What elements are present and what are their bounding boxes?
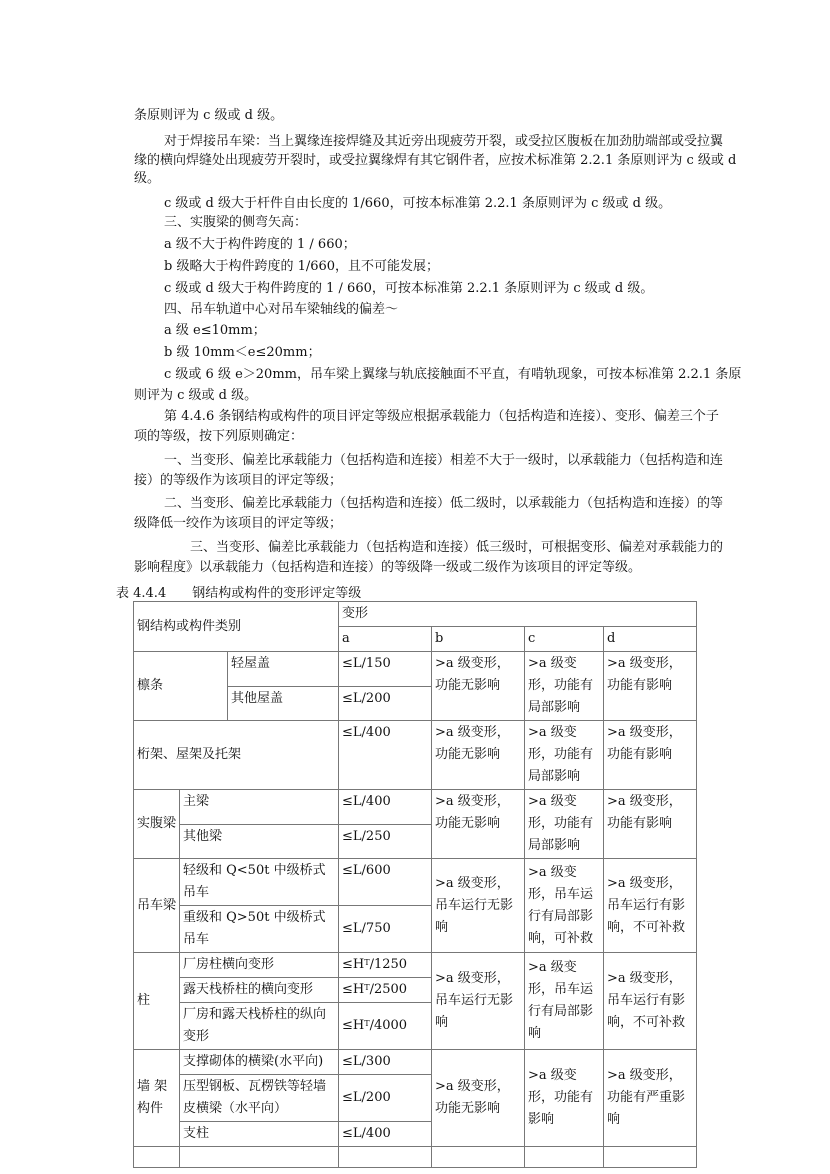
header-deformation: 变形 [339, 602, 697, 627]
cell-grade-c: >a 级变形，功能有影响 [525, 1050, 604, 1147]
row-subcategory: 主梁 [180, 790, 339, 825]
row-subcategory: 压型钢板、瓦楞铁等轻墙皮横梁（水平向） [180, 1075, 339, 1122]
paragraph-line: b 级 10mm＜e≤20mm； [164, 345, 321, 360]
row-subcategory: 厂房和露天栈桥柱的纵向变形 [180, 1003, 339, 1050]
table-row [134, 1050, 697, 1075]
paragraph-line: 第 4.4.6 条钢结构或构件的项目评定等级应根据承载能力（包括构造和连接）、变形、偏差三个子 [164, 409, 719, 424]
empty-cell [432, 1147, 525, 1168]
deformation-grade-table [133, 601, 697, 1168]
row-subcategory: 其他屋盖 [228, 686, 339, 721]
cell-grade-a: ≤L/600 [339, 859, 432, 906]
header-grade-c: c [525, 627, 604, 652]
paragraph-line: 项的等级，按下列原则确定： [134, 429, 304, 444]
row-category: 实腹梁 [134, 790, 180, 859]
cell-value-superscript: T [364, 1019, 370, 1028]
empty-cell [525, 1147, 604, 1168]
cell-grade-d: >a 级变形，吊车运行有影响，不可补救 [604, 953, 697, 1050]
header-grade-a: a [339, 627, 432, 652]
row-category: 吊车梁 [134, 859, 180, 953]
cell-grade-a: ≤L/300 [339, 1050, 432, 1075]
cell-grade-b: >a 级变形，功能无影响 [432, 790, 525, 859]
cell-value-suffix: /2500 [369, 982, 408, 997]
empty-cell [339, 1147, 432, 1168]
cell-grade-b: >a 级变形，吊车运行无影响 [432, 953, 525, 1050]
paragraph-line: 三、当变形、偏差比承载能力（包括构造和连接）低三级时，可根据变形、偏差对承载能力的 [190, 540, 724, 555]
table-row [134, 790, 697, 825]
paragraph-line: 缘的横向焊缝处出现疲劳开裂时，或受拉翼缘焊有其它钢件者，应按术标准第 2.2.1 条原则评为 c 级或 d [134, 153, 737, 168]
cell-grade-a: ≤L/150 [339, 652, 432, 687]
cell-grade-d: >a 级变形，功能有影响 [604, 790, 697, 859]
paragraph-line: 四、吊车轨道中心对吊车梁轴线的偏差～ [164, 302, 399, 317]
paragraph-line: 级。 [134, 171, 161, 186]
empty-cell [604, 1147, 697, 1168]
row-subcategory: 轻级和 Q<50t 中级桥式吊车 [180, 859, 339, 906]
cell-grade-c: >a 级变形，功能有局部影响 [525, 790, 604, 859]
cell-grade-c: >a 级变形，功能有局部影响 [525, 652, 604, 721]
cell-grade-c: >a 级变形，吊车运行有局部影响 [525, 953, 604, 1050]
paragraph-line: 一、当变形、偏差比承载能力（包括构造和连接）相差不大于一级时，以承载能力（包括构造和连 [164, 453, 724, 468]
paragraph-line: c 级或 d 级大于杆件自由长度的 1/660，可按本标准第 2.2.1 条原则评为 c 级或 d 级。 [164, 196, 672, 211]
table-row [134, 652, 697, 687]
paragraph-line: a 级 e≤10mm； [164, 323, 266, 338]
table-row [134, 859, 697, 906]
cell-grade-b: >a 级变形，功能无影响 [432, 721, 525, 790]
cell-grade-b: >a 级变形，功能无影响 [432, 1050, 525, 1147]
cell-grade-d: >a 级变形，功能有影响 [604, 652, 697, 721]
table-number: 表 4.4.4 [116, 586, 167, 601]
row-subcategory: 支柱 [180, 1122, 339, 1147]
cell-value-prefix: ≤H [342, 982, 365, 997]
cell-value-superscript: T [364, 958, 370, 967]
header-category: 钢结构或构件类别 [134, 602, 339, 652]
cell-grade-d: >a 级变形，吊车运行有影响，不可补救 [604, 859, 697, 953]
header-grade-b: b [432, 627, 525, 652]
cell-grade-d: >a 级变形，功能有严重影响 [604, 1050, 697, 1147]
row-category: 墙 架 构件 [134, 1050, 180, 1147]
row-category: 桁架、屋架及托架 [134, 721, 339, 790]
paragraph-line: 影响程度》以承载能力（包括构造和连接）的等级降一级或二级作为该项目的评定等级。 [134, 560, 642, 575]
row-subcategory: 露天栈桥柱的横向变形 [180, 978, 339, 1003]
table-caption [116, 582, 361, 601]
row-subcategory: 轻屋盖 [228, 652, 339, 687]
paragraph-line: c 级或 6 级 e＞20mm，吊车梁上翼缘与轨底接触面不平直，有啃轨现象，可按本标准第 2.2.1 条原 [164, 367, 742, 382]
paragraph-line: a 级不大于构件跨度的 1 / 660； [164, 237, 356, 252]
paragraph-line: 三、实腹梁的侧弯矢高： [164, 215, 308, 230]
table-row [134, 721, 697, 790]
cell-value-suffix: /4000 [369, 1018, 408, 1033]
table-header-row [134, 602, 697, 627]
paragraph-line: 条原则评为 c 级或 d 级。 [134, 108, 284, 123]
row-subcategory: 其他梁 [180, 824, 339, 859]
row-subcategory: 厂房柱横向变形 [180, 953, 339, 978]
paragraph-line: 则评为 c 级或 d 级。 [134, 388, 258, 403]
paragraph-line: 接）的等级作为该项目的评定等级； [134, 473, 343, 488]
paragraph-line: 级降低一绞作为该项目的评定等级； [134, 516, 343, 531]
table-title: 钢结构或构件的变形评定等级 [192, 586, 362, 601]
cell-grade-a [339, 1003, 432, 1050]
cell-grade-c: >a 级变形，吊车运行有局部影响，可补救 [525, 859, 604, 953]
cell-grade-a [339, 978, 432, 1003]
cell-value-prefix: ≤H [342, 1018, 365, 1033]
row-category: 柱 [134, 953, 180, 1050]
cell-grade-a: ≤L/200 [339, 1075, 432, 1122]
cell-grade-a: ≤L/750 [339, 906, 432, 953]
cell-grade-c: >a 级变形，功能有局部影响 [525, 721, 604, 790]
empty-cell [180, 1147, 339, 1168]
paragraph-line: 二、当变形、偏差比承载能力（包括构造和连接）低二级时，以承载能力（包括构造和连接）的等 [164, 496, 724, 511]
empty-cell [134, 1147, 180, 1168]
cell-grade-b: >a 级变形，吊车运行无影响 [432, 859, 525, 953]
header-grade-d: d [604, 627, 697, 652]
table-row [134, 953, 697, 978]
cell-grade-a: ≤L/400 [339, 790, 432, 825]
cell-value-prefix: ≤H [342, 957, 365, 972]
paragraph-line: b 级略大于构件跨度的 1/660，且不可能发展； [164, 259, 440, 274]
cell-value-suffix: /1250 [369, 957, 408, 972]
row-subcategory: 重级和 Q>50t 中级桥式吊车 [180, 906, 339, 953]
cell-grade-a [339, 953, 432, 978]
paragraph-line: 对于焊接吊车梁：当上翼缘连接焊缝及其近旁出现疲劳开裂，或受拉区腹板在加劲肋端部或受拉翼 [164, 134, 724, 149]
cell-grade-d: >a 级变形，功能有影响 [604, 721, 697, 790]
cell-grade-a: ≤L/400 [339, 1122, 432, 1147]
table-row-empty [134, 1147, 697, 1168]
cell-value-superscript: T [364, 983, 370, 992]
cell-grade-a: ≤L/250 [339, 824, 432, 859]
row-subcategory: 支撑砌体的横梁(水平向) [180, 1050, 339, 1075]
paragraph-line: c 级或 d 级大于构件跨度的 1 / 660，可按本标准第 2.2.1 条原则评为 c 级或 d 级。 [164, 281, 654, 296]
cell-grade-a: ≤L/200 [339, 686, 432, 721]
cell-grade-a: ≤L/400 [339, 721, 432, 790]
cell-grade-b: >a 级变形，功能无影响 [432, 652, 525, 721]
row-category: 檩条 [134, 652, 228, 721]
